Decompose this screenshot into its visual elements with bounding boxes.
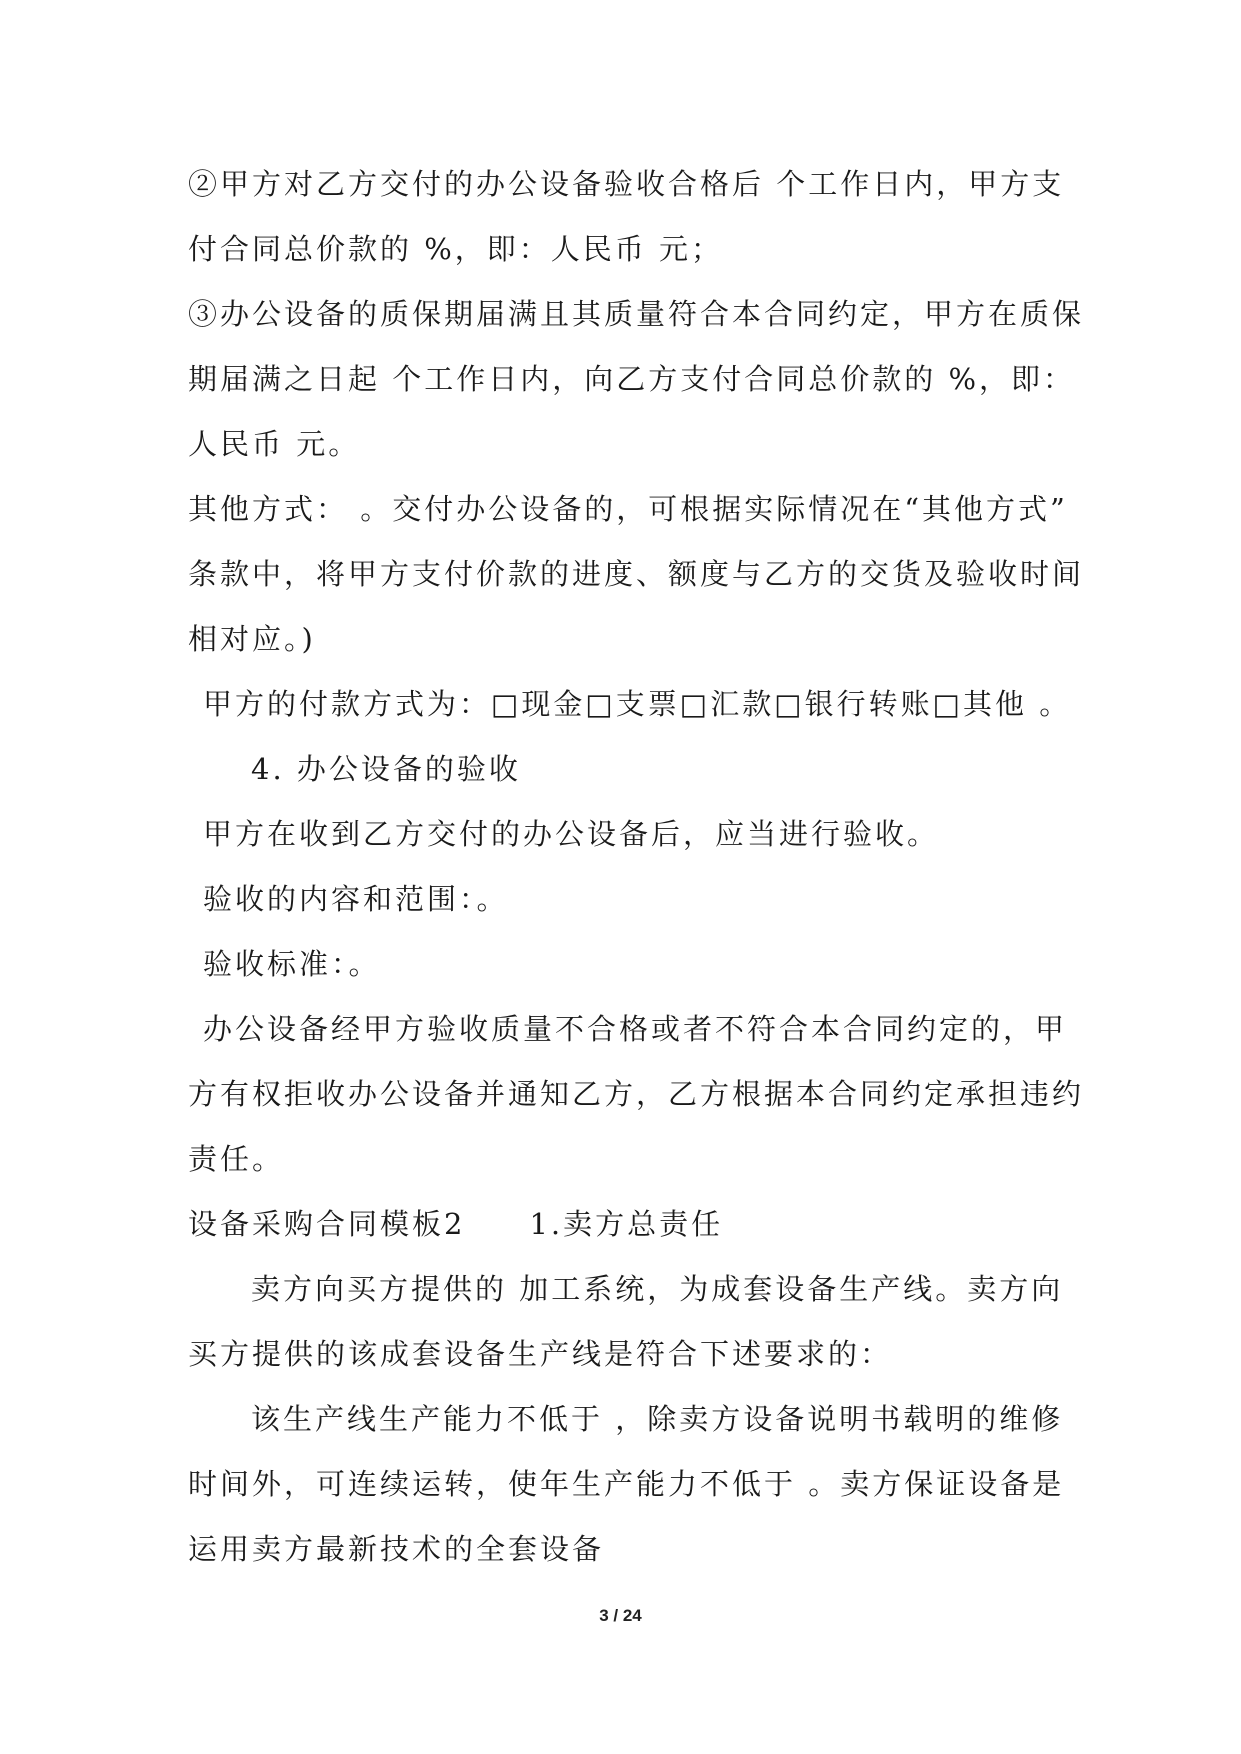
paragraph-line: 条款中，将甲方支付价款的进度、额度与乙方的交货及验收时间 [188,557,1085,591]
paragraph-line: 时间外，可连续运转，使年生产能力不低于 。卖方保证设备是 [188,1467,1065,1501]
paragraph-line: 买方提供的该成套设备生产线是符合下述要求的： [188,1337,893,1371]
paragraph-line: 人民币 元。 [188,427,361,461]
paragraph-line: 甲方在收到乙方交付的办公设备后，应当进行验收。 [203,817,940,851]
page-number: 3 / 24 [599,1606,642,1625]
paragraph-line: 该生产线生产能力不低于 ，除卖方设备说明书载明的维修 [251,1402,1064,1436]
section-heading: 设备采购合同模板2 1.卖方总责任 [188,1207,724,1241]
paragraph-line: 付合同总价款的 %，即：人民币 元； [188,232,723,266]
paragraph-line: ③办公设备的质保期届满且其质量符合本合同约定，甲方在质保 [188,297,1085,331]
paragraph-line: 验收的内容和范围：。 [203,882,509,916]
paragraph-line: 方有权拒收办公设备并通知乙方，乙方根据本合同约定承担违约 [188,1077,1085,1111]
paragraph-line: 卖方向买方提供的 加工系统，为成套设备生产线。卖方向 [251,1272,1064,1306]
paragraph-line: 甲方的付款方式为：□现金□支票□汇款□银行转账□其他 。 [203,687,1072,721]
paragraph-line: 验收标准：。 [203,947,381,981]
section-heading: 4. 办公设备的验收 [251,752,521,786]
paragraph-line: 期届满之日起 个工作日内，向乙方支付合同总价款的 %，即： [188,362,1075,396]
paragraph-line: 运用卖方最新技术的全套设备 [188,1532,605,1566]
paragraph-line: 责任。 [188,1142,285,1176]
paragraph-line: ②甲方对乙方交付的办公设备验收合格后 个工作日内，甲方支 [188,167,1065,201]
paragraph-line: 其他方式： 。交付办公设备的，可根据实际情况在“其他方式” [188,492,1068,526]
paragraph-line: 办公设备经甲方验收质量不合格或者不符合本合同约定的，甲 [203,1012,1068,1046]
paragraph-line: 相对应。) [188,622,316,656]
